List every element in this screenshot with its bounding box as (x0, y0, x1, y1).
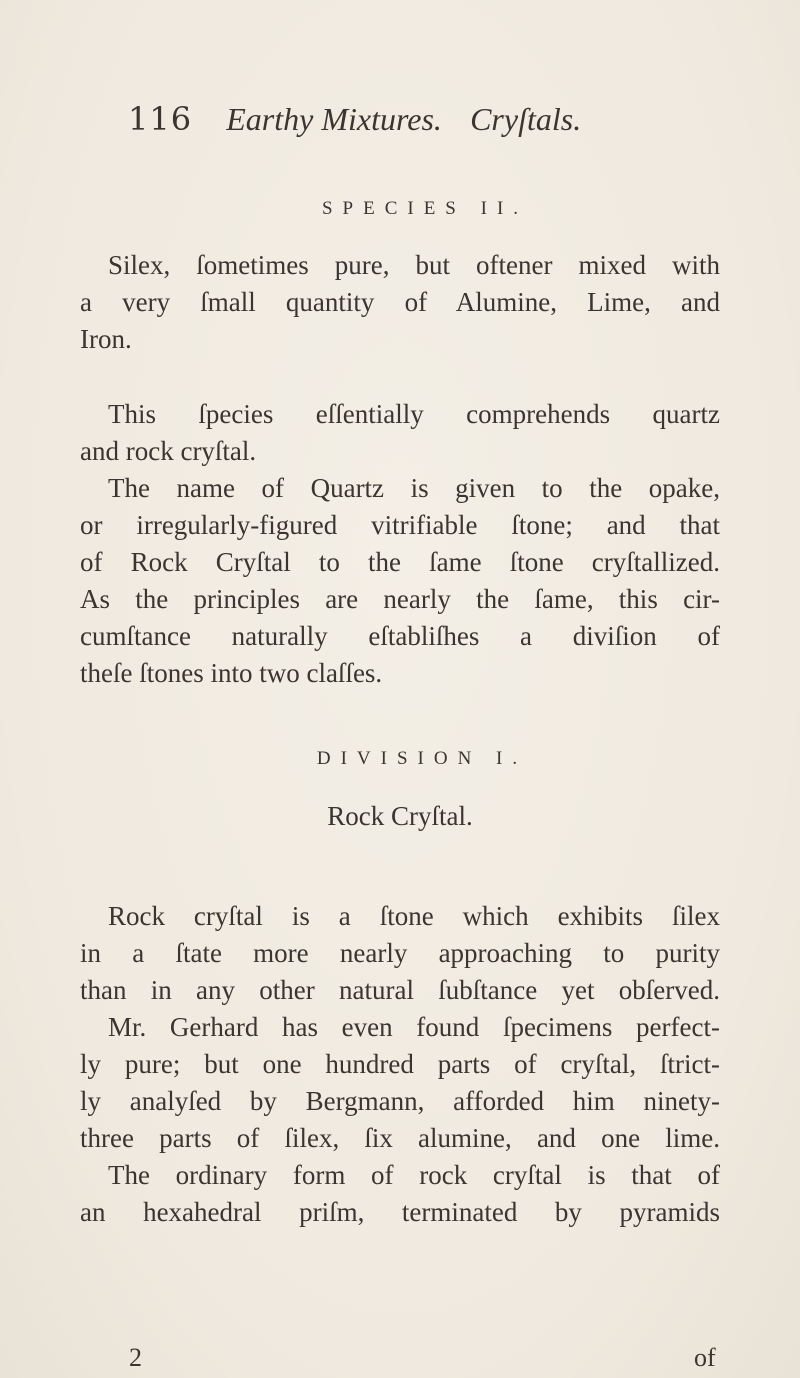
text-line: than in any other natural ſubſtance yet obſerved. (80, 975, 720, 1005)
text-line: or irregularly-figured vitrifiable ſtone; and that (80, 510, 720, 540)
text-line: Rock cryſtal is a ſtone which exhibits ſilex (108, 901, 720, 931)
text-line: This ſpecies eſſentially comprehends quartz (108, 399, 720, 429)
division-heading: DIVISION I. (316, 748, 528, 769)
division-title: Rock Cryſtal. (327, 801, 473, 831)
text-line: ly pure; but one hundred parts of cryſtal, ſtrict- (80, 1049, 720, 1079)
intro-paragraph (80, 396, 720, 692)
text-line: a very ſmall quantity of Alumine, Lime, and (80, 287, 720, 317)
running-header (128, 100, 581, 138)
species-paragraph (80, 247, 720, 358)
species-heading: SPECIES II. (321, 198, 529, 219)
text-line: Iron. (80, 324, 132, 354)
rock-crystal-paragraph (80, 898, 720, 1231)
page-number: 116 (128, 100, 193, 138)
running-title-secondary: Cryſtals. (470, 101, 582, 137)
text-line: in a ſtate more nearly approaching to purity (80, 938, 720, 968)
text-line: ly analyſed by Bergmann, afforded him ninety- (80, 1086, 720, 1116)
text-line: theſe ſtones into two claſſes. (80, 658, 383, 688)
text-line: The ordinary form of rock cryſtal is that of (108, 1160, 720, 1190)
text-line: of Rock Cryſtal to the ſame ſtone cryſtallized. (80, 547, 720, 577)
text-line: As the principles are nearly the ſame, this cir- (80, 584, 720, 614)
text-line: Mr. Gerhard has even found ſpecimens perfect- (108, 1012, 720, 1042)
catchword: of (694, 1343, 716, 1372)
text-line: and rock cryſtal. (80, 436, 257, 466)
text-line: Silex, ſometimes pure, but oftener mixed with (108, 250, 720, 280)
text-line: an hexahedral priſm, terminated by pyramids (80, 1197, 720, 1227)
running-title: Earthy Mixtures. (226, 101, 442, 137)
text-line: The name of Quartz is given to the opake, (108, 473, 720, 503)
signature-mark: 2 (129, 1343, 142, 1372)
text-line: three parts of ſilex, ſix alumine, and one lime. (80, 1123, 720, 1153)
text-line: cumſtance naturally eſtabliſhes a diviſion of (80, 621, 720, 651)
